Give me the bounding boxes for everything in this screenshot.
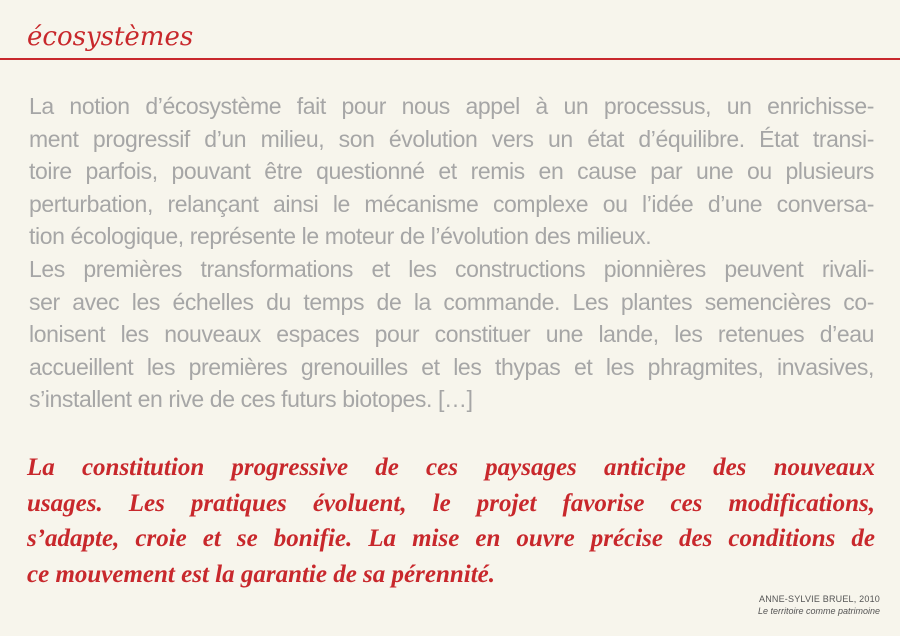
body-line: ser avec les échelles du temps de la commande. Les plantes semencières co- <box>29 288 874 315</box>
section-heading: écosystèmes <box>27 22 194 52</box>
body-line: Les premières transformations et les constructions pionnières peuvent rivali- <box>29 255 874 282</box>
body-line: accueillent les premières grenouilles et les thypas et les phragmites, invasives, <box>29 353 874 380</box>
heading-rule <box>0 58 900 60</box>
body-line: lonisent les nouveaux espaces pour constituer une lande, les retenues d’eau <box>29 321 874 348</box>
credit-author: ANNE-SYLVIE BRUEL, 2010 <box>759 594 880 604</box>
body-line: tion écologique, représente le moteur de l’évolution des milieux. <box>29 223 652 250</box>
quote-line: usages. Les pratiques évoluent, le projet favorise ces modifications, <box>27 489 875 517</box>
credit-work-title: Le territoire comme patrimoine <box>757 606 880 616</box>
quote-line: ce mouvement est la garantie de sa pérennité. <box>27 560 496 588</box>
source-credit <box>758 593 880 617</box>
body-line: ment progressif d’un milieu, son évolution vers un état d’équilibre. État transi- <box>29 125 874 152</box>
quote-line: s’adapte, croie et se bonifie. La mise en ouvre précise des conditions de <box>27 525 875 552</box>
body-paragraph <box>29 90 874 416</box>
body-line: La notion d’écosystème fait pour nous appel à un processus, un enrichisse- <box>29 93 874 119</box>
body-line: perturbation, relançant ainsi le mécanisme complexe ou l’idée d’une conversa- <box>29 190 874 217</box>
body-line: s’installent en rive de ces futurs biotopes. […] <box>29 386 473 413</box>
body-line: toire parfois, pouvant être questionné et remis en cause par une ou plusieurs <box>29 158 874 185</box>
quote-line: La constitution progressive de ces paysages anticipe des nouveaux <box>27 454 875 481</box>
pull-quote <box>27 450 875 592</box>
